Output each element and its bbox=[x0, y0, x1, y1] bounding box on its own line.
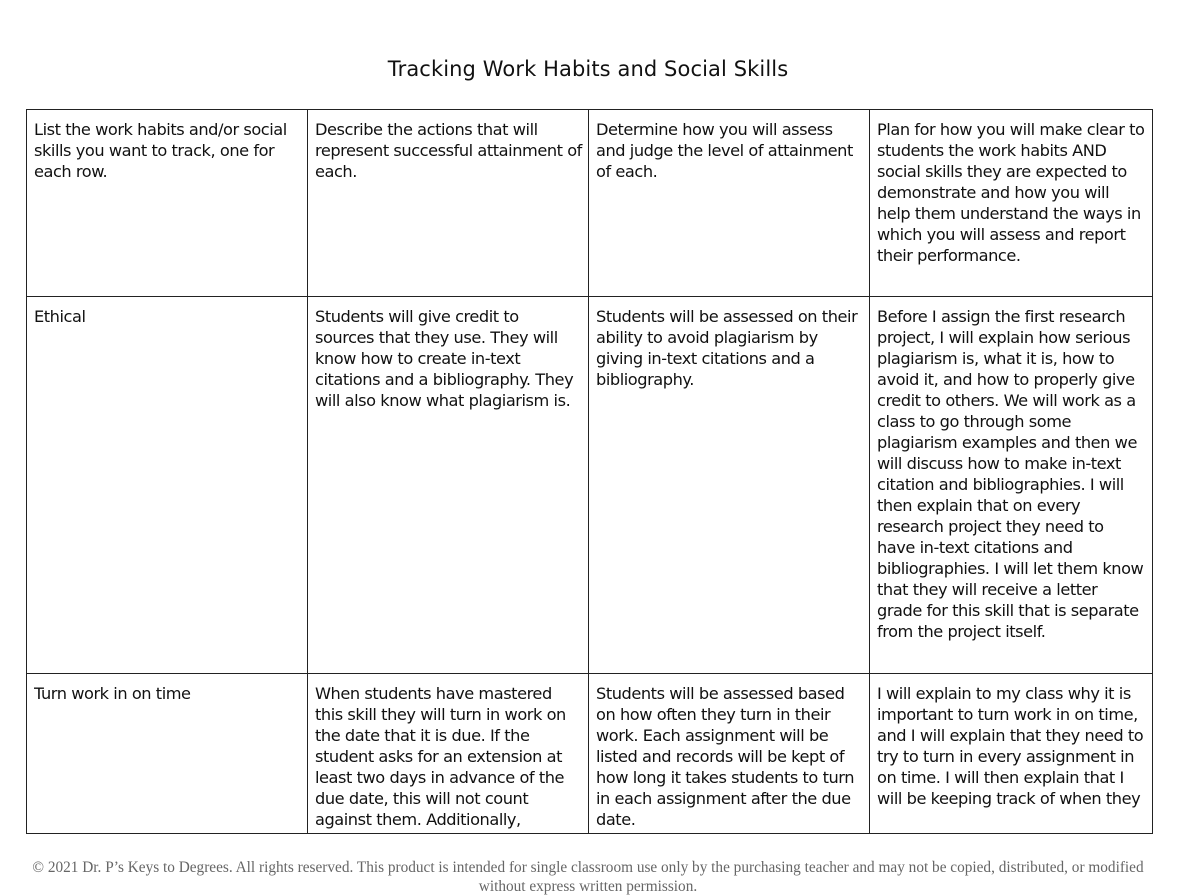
page-title: Tracking Work Habits and Social Skills bbox=[387, 57, 789, 81]
cell-skill: Ethical bbox=[27, 297, 308, 674]
cell-plan: Before I assign the first research project, I will explain how serious plagiarism is, what it is, how to avoid it, and how to properly give credit to others. We will work as a class to go through some plagiarism examples and then we will discuss how to make in-text citation and bibliographies. I will then explain that on every research project they need to have in-text citations and bibliographies. I will let them know that they will receive a letter grade for this skill that is separate from the project itself. bbox=[870, 297, 1153, 674]
header-cell-actions: Describe the actions that will represent successful attainment of each. bbox=[308, 110, 589, 297]
header-cell-skills: List the work habits and/or social skills you want to track, one for each row. bbox=[27, 110, 308, 297]
copyright-footer: © 2021 Dr. P’s Keys to Degrees. All rights reserved. This product is intended for single classroom use only by the purchasing teacher and may not be copied, distributed, or modified without express written permission. bbox=[32, 859, 1144, 895]
cell-actions bbox=[308, 674, 589, 834]
cell-plan-text: I will explain to my class why it is important to turn work in on time, and I will explain that they need to try to turn in every assignment in on time. I will then explain that I will be keeping track of when they bbox=[877, 684, 1144, 808]
cell-skill bbox=[27, 674, 308, 834]
cell-assessment-text: Students will be assessed based on how often they turn in their work. Each assignment will be listed and records will be kept of how long it takes students to turn in each assignment after the due date. bbox=[596, 684, 855, 829]
cell-assessment bbox=[589, 674, 870, 834]
cell-skill-text: Turn work in on time bbox=[34, 684, 191, 703]
table-row bbox=[27, 674, 1153, 834]
table-header-row bbox=[27, 110, 1153, 297]
cell-actions-text: When students have mastered this skill they will turn in work on the date that it is due. If the student asks for an extension at least two days in advance of the due date, this will not count against them. Additionally, bbox=[315, 684, 566, 829]
tracking-table bbox=[26, 109, 1153, 834]
cell-actions: Students will give credit to sources that they use. They will know how to create in-text citations and a bibliography. They will also know what plagiarism is. bbox=[308, 297, 589, 674]
header-cell-assessment: Determine how you will assess and judge the level of attainment of each. bbox=[589, 110, 870, 297]
cell-plan bbox=[870, 674, 1153, 834]
cell-assessment: Students will be assessed on their ability to avoid plagiarism by giving in-text citations and a bibliography. bbox=[589, 297, 870, 674]
table-row bbox=[27, 297, 1153, 674]
header-cell-plan: Plan for how you will make clear to students the work habits AND social skills they are expected to demonstrate and how you will help them understand the ways in which you will assess and report their performance. bbox=[870, 110, 1153, 297]
